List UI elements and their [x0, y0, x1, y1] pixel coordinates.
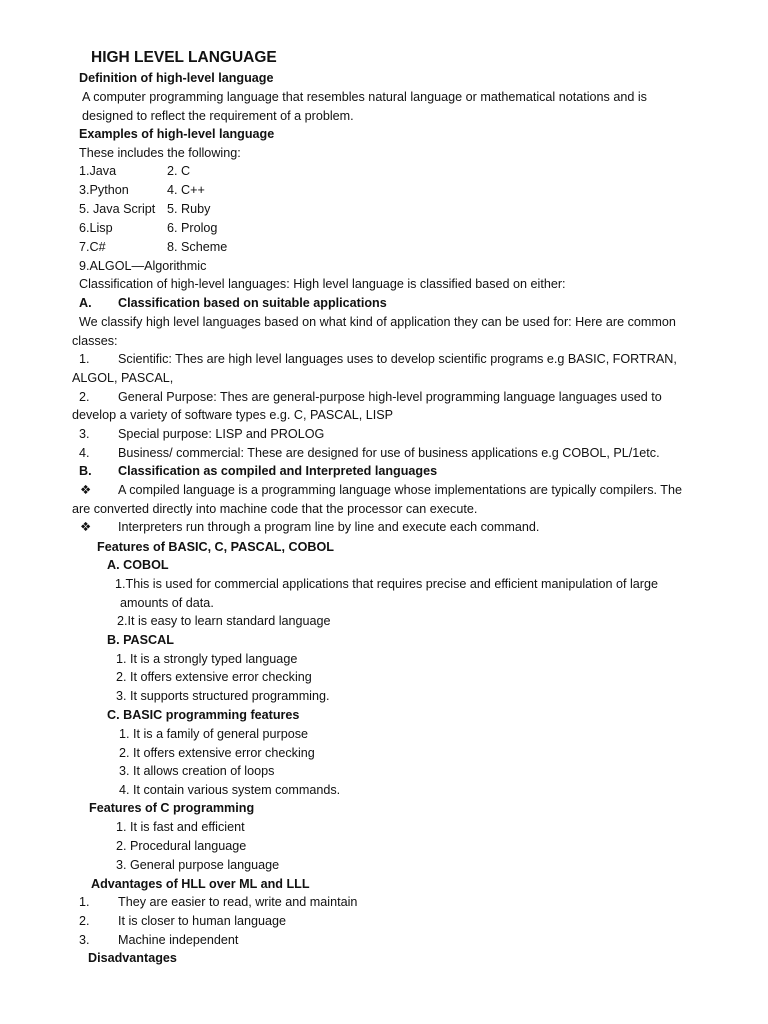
advantages-heading: Advantages of HLL over ML and LLL [91, 877, 310, 891]
list-number: 3. [79, 427, 90, 441]
example-item: 6.Lisp [79, 221, 113, 235]
section-a-intro-line-2: classes: [72, 334, 118, 348]
example-item: 5. Java Script [79, 202, 156, 216]
section-a-intro-line-1: We classify high level languages based on what kind of application they can be used for: Here are common [79, 315, 676, 329]
example-item: 7.C# [79, 240, 106, 254]
list-number: 3. [79, 933, 90, 947]
disadvantages-heading: Disadvantages [88, 951, 177, 965]
cobol-heading: A. COBOL [107, 558, 169, 572]
section-b-marker: B. [79, 464, 92, 478]
examples-heading: Examples of high-level language [79, 127, 275, 141]
feature-item: 3. It allows creation of loops [119, 764, 275, 778]
example-item: 3.Python [79, 183, 129, 197]
list-number: 2. [79, 390, 90, 404]
list-item: Special purpose: LISP and PROLOG [118, 427, 325, 441]
bullet-item: Interpreters run through a program line by line and execute each command. [118, 520, 540, 534]
list-item: Scientific: Thes are high level languages uses to develop scientific programs e.g BASIC, FORTRAN, [118, 352, 677, 366]
feature-item: 1. It is a family of general purpose [119, 727, 309, 741]
list-item-continuation: ALGOL, PASCAL, [72, 371, 174, 385]
definition-heading: Definition of high-level language [79, 71, 274, 85]
c-features-heading: Features of C programming [89, 801, 255, 815]
list-item: They are easier to read, write and maintain [118, 895, 358, 909]
feature-item: 2. Procedural language [116, 839, 247, 853]
example-item: 8. Scheme [167, 240, 228, 254]
feature-item-continuation: amounts of data. [120, 596, 214, 610]
feature-item: 4. It contain various system commands. [119, 783, 341, 797]
list-number: 1. [79, 352, 90, 366]
feature-item: 3. General purpose language [116, 858, 280, 872]
example-item: 6. Prolog [167, 221, 218, 235]
section-a-marker: A. [79, 296, 92, 310]
list-item: It is closer to human language [118, 914, 287, 928]
list-item: Business/ commercial: These are designed for use of business applications e.g COBOL, PL/1etc. [118, 446, 660, 460]
feature-item: 2. It offers extensive error checking [119, 746, 315, 760]
bullet-icon: ❖ [80, 483, 92, 497]
definition-text-line-2: designed to reflect the requirement of a problem. [82, 109, 354, 123]
example-item: 4. C++ [167, 183, 205, 197]
basic-heading: C. BASIC programming features [107, 708, 300, 722]
bullet-item: A compiled language is a programming language whose implementations are typically compilers. The [118, 483, 682, 497]
section-b-heading: Classification as compiled and Interpreted languages [118, 464, 438, 478]
list-item: General Purpose: Thes are general-purpose high-level programming language languages used to [118, 390, 662, 404]
example-item: 1.Java [79, 164, 117, 178]
example-item: 5. Ruby [167, 202, 211, 216]
feature-item: 3. It supports structured programming. [116, 689, 330, 703]
classification-intro: Classification of high-level languages: High level language is classified based on either: [79, 277, 566, 291]
feature-item: 1.This is used for commercial applications that requires precise and efficient manipulation of large [115, 577, 658, 591]
definition-text-line-1: A computer programming language that resembles natural language or mathematical notations and is [82, 90, 647, 104]
examples-intro: These includes the following: [79, 146, 241, 160]
feature-item: 2. It offers extensive error checking [116, 670, 312, 684]
list-number: 4. [79, 446, 90, 460]
list-number: 2. [79, 914, 90, 928]
feature-item: 1. It is fast and efficient [116, 820, 245, 834]
example-item: 9.ALGOL—Algorithmic [79, 259, 207, 273]
feature-item: 1. It is a strongly typed language [116, 652, 298, 666]
feature-item: 2.It is easy to learn standard language [117, 614, 331, 628]
bullet-icon: ❖ [80, 520, 92, 534]
list-number: 1. [79, 895, 90, 909]
list-item-continuation: develop a variety of software types e.g. C, PASCAL, LISP [72, 408, 394, 422]
bullet-item-continuation: are converted directly into machine code that the processor can execute. [72, 502, 478, 516]
pascal-heading: B. PASCAL [107, 633, 174, 647]
page-title: HIGH LEVEL LANGUAGE [91, 49, 277, 66]
section-a-heading: Classification based on suitable applications [118, 296, 387, 310]
list-item: Machine independent [118, 933, 239, 947]
example-item: 2. C [167, 164, 191, 178]
features-heading: Features of BASIC, C, PASCAL, COBOL [97, 540, 334, 554]
